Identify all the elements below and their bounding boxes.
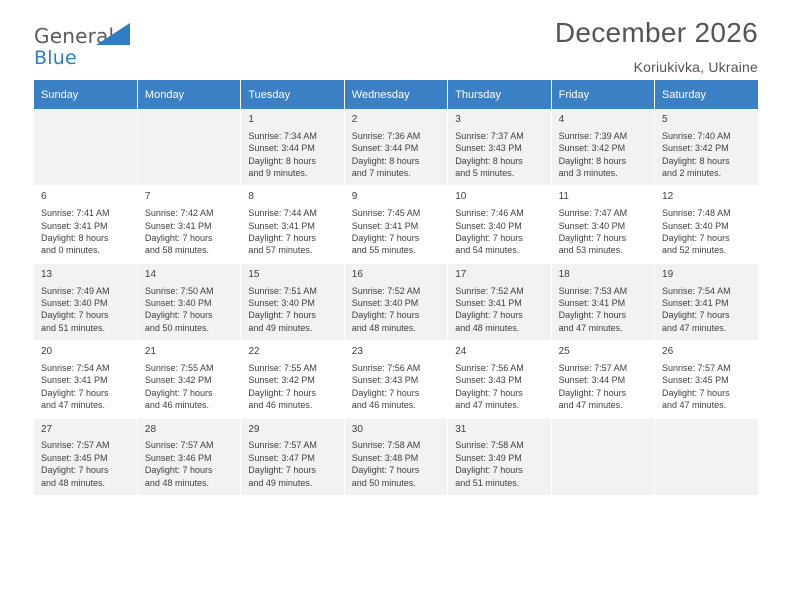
daylight-text-line1: Daylight: 7 hours	[144, 233, 213, 244]
calendar-day-cell	[448, 263, 551, 340]
sunrise-text: Sunrise: 7:52 AM	[455, 285, 524, 296]
sunrise-text: Sunrise: 7:50 AM	[144, 285, 214, 296]
calendar-day-cell	[137, 263, 240, 340]
calendar-day-cell	[344, 263, 447, 340]
generalblue-logo[interactable]	[34, 26, 114, 68]
day-number: 28	[144, 423, 157, 435]
sunset-text: Sunset: 3:43 PM	[455, 143, 522, 154]
sunrise-text: Sunrise: 7:45 AM	[351, 208, 421, 219]
daylight-text-line2: and 47 minutes.	[41, 400, 106, 411]
daylight-text-line1: Daylight: 7 hours	[144, 387, 213, 398]
day-number: 19	[662, 268, 674, 280]
sunrise-text: Sunrise: 7:47 AM	[558, 208, 628, 219]
sunrise-text: Sunrise: 7:57 AM	[662, 363, 731, 374]
day-number: 10	[455, 191, 467, 203]
sunset-text: Sunset: 3:40 PM	[662, 220, 729, 231]
daylight-text-line1: Daylight: 7 hours	[41, 387, 109, 398]
day-number: 23	[351, 346, 363, 358]
day-number: 8	[248, 191, 254, 203]
sunset-text: Sunset: 3:40 PM	[351, 298, 419, 309]
day-number: 26	[662, 346, 674, 358]
weekday-header-tuesday: Tuesday	[241, 80, 344, 109]
calendar-day-cell	[34, 341, 137, 418]
sunrise-text: Sunrise: 7:44 AM	[248, 208, 317, 219]
day-number: 18	[558, 268, 570, 280]
sunset-text: Sunset: 3:45 PM	[41, 452, 108, 463]
sunrise-text: Sunrise: 7:39 AM	[558, 130, 628, 141]
calendar-day-cell	[241, 109, 344, 186]
calendar-day-cell	[34, 418, 137, 495]
daylight-text-line2: and 57 minutes.	[248, 245, 313, 256]
day-number: 16	[351, 268, 363, 280]
day-number: 21	[144, 346, 157, 358]
calendar-week-row	[34, 341, 758, 418]
calendar-cell-empty	[137, 109, 240, 186]
daylight-text-line1: Daylight: 7 hours	[351, 310, 420, 321]
sunset-text: Sunset: 3:40 PM	[144, 298, 212, 309]
sunset-text: Sunset: 3:44 PM	[558, 375, 626, 386]
sunset-text: Sunset: 3:44 PM	[248, 143, 315, 154]
daylight-text-line2: and 9 minutes.	[248, 168, 308, 179]
daylight-text-line2: and 51 minutes.	[41, 322, 106, 333]
sunrise-text: Sunrise: 7:36 AM	[351, 130, 421, 141]
sunset-text: Sunset: 3:43 PM	[455, 375, 522, 386]
sunrise-text: Sunrise: 7:57 AM	[144, 440, 214, 451]
weekday-header-saturday: Saturday	[655, 80, 758, 109]
calendar-day-cell	[551, 186, 654, 263]
calendar-day-cell	[344, 109, 447, 186]
day-number: 29	[248, 423, 260, 435]
day-number: 14	[144, 268, 157, 280]
day-number: 13	[41, 268, 53, 280]
calendar-day-cell	[241, 418, 344, 495]
calendar-day-cell	[34, 186, 137, 263]
daylight-text-line2: and 3 minutes.	[558, 168, 618, 179]
sunset-text: Sunset: 3:41 PM	[558, 298, 626, 309]
location-subtitle: Koriukivka, Ukraine	[633, 58, 758, 75]
weekday-header-monday: Monday	[137, 80, 240, 109]
daylight-text-line1: Daylight: 8 hours	[662, 155, 730, 166]
sunset-text: Sunset: 3:42 PM	[558, 143, 626, 154]
calendar-day-cell	[241, 341, 344, 418]
sunrise-text: Sunrise: 7:42 AM	[144, 208, 214, 219]
sunrise-text: Sunrise: 7:55 AM	[144, 363, 214, 374]
daylight-text-line2: and 46 minutes.	[144, 400, 209, 411]
sunset-text: Sunset: 3:40 PM	[558, 220, 626, 231]
sunset-text: Sunset: 3:41 PM	[41, 220, 108, 231]
daylight-text-line2: and 48 minutes.	[455, 322, 520, 333]
daylight-text-line2: and 0 minutes.	[41, 245, 101, 256]
weekday-header-friday: Friday	[551, 80, 654, 109]
day-number: 17	[455, 268, 467, 280]
daylight-text-line1: Daylight: 8 hours	[351, 155, 420, 166]
daylight-text-line1: Daylight: 7 hours	[41, 310, 109, 321]
page-header	[34, 0, 758, 75]
daylight-text-line2: and 7 minutes.	[351, 168, 411, 179]
calendar-day-cell	[344, 186, 447, 263]
day-number: 1	[248, 114, 254, 125]
day-number: 12	[662, 191, 674, 203]
day-number: 7	[144, 191, 151, 203]
sunset-text: Sunset: 3:41 PM	[41, 375, 108, 386]
sunset-text: Sunset: 3:49 PM	[455, 452, 522, 463]
sunrise-text: Sunrise: 7:54 AM	[41, 363, 110, 374]
daylight-text-line1: Daylight: 7 hours	[455, 310, 523, 321]
day-number: 20	[41, 346, 53, 358]
day-number: 4	[558, 114, 565, 125]
weekday-header-thursday: Thursday	[448, 80, 551, 109]
daylight-text-line1: Daylight: 7 hours	[144, 310, 213, 321]
sunrise-text: Sunrise: 7:57 AM	[558, 363, 628, 374]
calendar-day-cell	[655, 341, 758, 418]
sunrise-text: Sunrise: 7:41 AM	[41, 208, 110, 219]
daylight-text-line2: and 58 minutes.	[144, 245, 209, 256]
sunset-text: Sunset: 3:41 PM	[662, 298, 729, 309]
sunrise-text: Sunrise: 7:40 AM	[662, 130, 731, 141]
sunrise-text: Sunrise: 7:53 AM	[558, 285, 628, 296]
sunrise-text: Sunrise: 7:56 AM	[455, 363, 524, 374]
daylight-text-line2: and 54 minutes.	[455, 245, 520, 256]
sunrise-text: Sunrise: 7:58 AM	[351, 440, 421, 451]
daylight-text-line2: and 51 minutes.	[455, 477, 520, 488]
calendar-cell-empty	[34, 109, 137, 186]
daylight-text-line2: and 46 minutes.	[351, 400, 416, 411]
daylight-text-line2: and 5 minutes.	[455, 168, 515, 179]
sunset-text: Sunset: 3:40 PM	[455, 220, 522, 231]
daylight-text-line1: Daylight: 7 hours	[248, 233, 316, 244]
day-number: 9	[351, 191, 358, 203]
day-number: 11	[558, 191, 569, 203]
sunrise-text: Sunrise: 7:51 AM	[248, 285, 317, 296]
calendar-day-cell	[137, 341, 240, 418]
daylight-text-line1: Daylight: 7 hours	[662, 310, 730, 321]
day-number: 22	[248, 346, 260, 358]
daylight-text-line2: and 55 minutes.	[351, 245, 416, 256]
daylight-text-line2: and 47 minutes.	[455, 400, 520, 411]
sunset-text: Sunset: 3:40 PM	[41, 298, 108, 309]
daylight-text-line1: Daylight: 7 hours	[351, 387, 420, 398]
calendar-day-cell	[655, 109, 758, 186]
daylight-text-line2: and 2 minutes.	[662, 168, 722, 179]
sunset-text: Sunset: 3:41 PM	[248, 220, 315, 231]
sunrise-text: Sunrise: 7:52 AM	[351, 285, 421, 296]
calendar-week-row	[34, 186, 758, 263]
daylight-text-line1: Daylight: 8 hours	[41, 233, 109, 244]
sunset-text: Sunset: 3:41 PM	[144, 220, 212, 231]
calendar-day-cell	[344, 418, 447, 495]
calendar-week-row	[34, 263, 758, 340]
day-number: 27	[41, 423, 53, 435]
daylight-text-line1: Daylight: 7 hours	[248, 387, 316, 398]
sunrise-text: Sunrise: 7:54 AM	[662, 285, 731, 296]
daylight-text-line1: Daylight: 7 hours	[558, 387, 627, 398]
calendar-day-cell	[137, 418, 240, 495]
daylight-text-line1: Daylight: 7 hours	[558, 310, 627, 321]
daylight-text-line2: and 47 minutes.	[662, 400, 727, 411]
daylight-text-line1: Daylight: 7 hours	[662, 233, 730, 244]
logo-swoosh-icon	[96, 23, 130, 45]
daylight-text-line2: and 53 minutes.	[558, 245, 623, 256]
daylight-text-line2: and 47 minutes.	[662, 322, 727, 333]
calendar-day-cell	[551, 341, 654, 418]
title-block	[555, 18, 758, 75]
sunset-text: Sunset: 3:41 PM	[351, 220, 419, 231]
sunrise-text: Sunrise: 7:58 AM	[455, 440, 524, 451]
calendar-body	[34, 109, 758, 496]
sunset-text: Sunset: 3:42 PM	[662, 143, 729, 154]
daylight-text-line2: and 48 minutes.	[144, 477, 209, 488]
daylight-text-line2: and 47 minutes.	[558, 400, 623, 411]
day-number: 25	[558, 346, 570, 358]
calendar-day-cell	[344, 341, 447, 418]
sunset-text: Sunset: 3:42 PM	[144, 375, 212, 386]
daylight-text-line1: Daylight: 7 hours	[351, 233, 420, 244]
daylight-text-line2: and 50 minutes.	[144, 322, 209, 333]
calendar-day-cell	[34, 263, 137, 340]
calendar-day-cell	[448, 341, 551, 418]
sunset-text: Sunset: 3:44 PM	[351, 143, 419, 154]
calendar-day-cell	[137, 186, 240, 263]
calendar-day-cell	[448, 109, 551, 186]
day-number: 15	[248, 268, 260, 280]
calendar-day-cell	[241, 186, 344, 263]
day-number: 31	[455, 423, 467, 435]
sunset-text: Sunset: 3:46 PM	[144, 452, 212, 463]
calendar-cell-empty	[551, 418, 654, 495]
weekday-header-wednesday: Wednesday	[344, 80, 447, 109]
daylight-text-line2: and 47 minutes.	[558, 322, 623, 333]
daylight-text-line2: and 49 minutes.	[248, 322, 313, 333]
sunrise-text: Sunrise: 7:56 AM	[351, 363, 421, 374]
day-number: 24	[455, 346, 467, 358]
daylight-text-line2: and 48 minutes.	[351, 322, 416, 333]
daylight-text-line1: Daylight: 7 hours	[455, 233, 523, 244]
daylight-text-line1: Daylight: 7 hours	[455, 465, 523, 476]
daylight-text-line2: and 49 minutes.	[248, 477, 313, 488]
sunrise-text: Sunrise: 7:37 AM	[455, 130, 524, 141]
calendar-day-cell	[655, 186, 758, 263]
daylight-text-line1: Daylight: 8 hours	[248, 155, 316, 166]
daylight-text-line1: Daylight: 7 hours	[351, 465, 420, 476]
sunset-text: Sunset: 3:40 PM	[248, 298, 315, 309]
sunset-text: Sunset: 3:45 PM	[662, 375, 729, 386]
page-title: December 2026	[554, 17, 758, 48]
daylight-text-line1: Daylight: 7 hours	[248, 310, 316, 321]
calendar-day-cell	[551, 109, 654, 186]
daylight-text-line1: Daylight: 7 hours	[558, 233, 627, 244]
day-number: 5	[662, 114, 668, 125]
sunset-text: Sunset: 3:47 PM	[248, 452, 315, 463]
sunrise-text: Sunrise: 7:57 AM	[248, 440, 317, 451]
day-number: 2	[351, 114, 358, 125]
daylight-text-line2: and 50 minutes.	[351, 477, 416, 488]
day-number: 3	[455, 114, 461, 125]
calendar-week-row	[34, 109, 758, 186]
calendar-cell-empty	[655, 418, 758, 495]
calendar-day-cell	[448, 418, 551, 495]
daylight-text-line1: Daylight: 8 hours	[455, 155, 523, 166]
calendar-day-cell	[241, 263, 344, 340]
sunrise-text: Sunrise: 7:55 AM	[248, 363, 317, 374]
sunrise-text: Sunrise: 7:46 AM	[455, 208, 524, 219]
calendar-day-cell	[448, 186, 551, 263]
daylight-text-line1: Daylight: 7 hours	[662, 387, 730, 398]
sunrise-text: Sunrise: 7:49 AM	[41, 285, 110, 296]
daylight-text-line2: and 52 minutes.	[662, 245, 727, 256]
daylight-text-line1: Daylight: 7 hours	[248, 465, 316, 476]
logo-text-blue: Blue	[34, 47, 77, 69]
day-number: 6	[41, 191, 47, 203]
calendar-day-cell	[655, 263, 758, 340]
sunrise-text: Sunrise: 7:48 AM	[662, 208, 731, 219]
daylight-text-line1: Daylight: 7 hours	[144, 465, 213, 476]
daylight-text-line2: and 46 minutes.	[248, 400, 313, 411]
calendar-day-cell	[551, 263, 654, 340]
calendar-table	[34, 80, 758, 496]
sunset-text: Sunset: 3:43 PM	[351, 375, 419, 386]
weekday-header-row	[34, 80, 758, 109]
sunset-text: Sunset: 3:42 PM	[248, 375, 315, 386]
sunset-text: Sunset: 3:48 PM	[351, 452, 419, 463]
daylight-text-line1: Daylight: 7 hours	[41, 465, 109, 476]
daylight-text-line1: Daylight: 7 hours	[455, 387, 523, 398]
sunrise-text: Sunrise: 7:57 AM	[41, 440, 110, 451]
sunset-text: Sunset: 3:41 PM	[455, 298, 522, 309]
day-number: 30	[351, 423, 363, 435]
calendar-week-row	[34, 418, 758, 495]
weekday-header-sunday: Sunday	[34, 80, 137, 109]
logo-text-general: General	[34, 24, 115, 48]
daylight-text-line2: and 48 minutes.	[41, 477, 106, 488]
sunrise-text: Sunrise: 7:34 AM	[248, 130, 317, 141]
daylight-text-line1: Daylight: 8 hours	[558, 155, 627, 166]
